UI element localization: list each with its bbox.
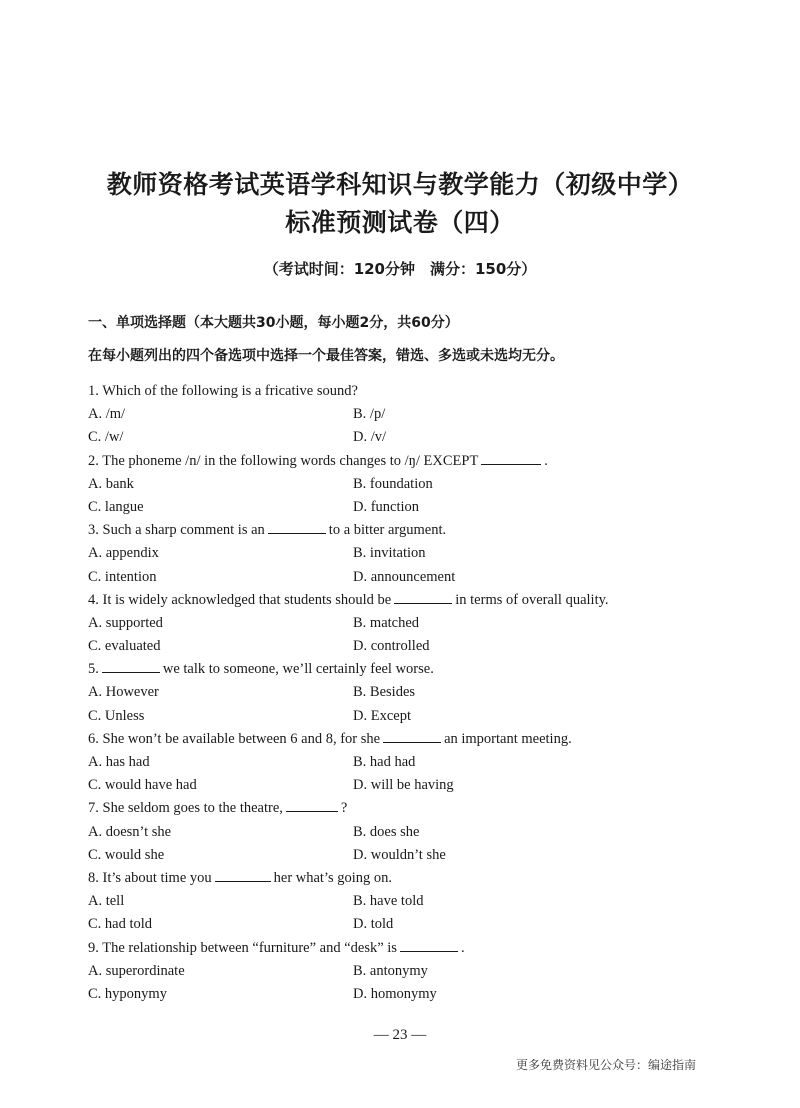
option-d: D. told — [353, 916, 394, 933]
option-c: C. would have had — [88, 777, 197, 794]
stem-text: 7. She seldom goes to the theatre, — [88, 800, 283, 817]
option-b: B. have told — [353, 893, 424, 910]
stem-text-after: . — [460, 939, 465, 956]
question-list — [88, 380, 728, 1006]
option-a: A. bank — [88, 475, 134, 492]
exam-title-line1: 教师资格考试英语学科知识与教学能力（初级中学） — [106, 170, 694, 199]
question-stem — [88, 937, 728, 960]
stem-text-after: an important meeting. — [444, 730, 572, 747]
option-c: C. /w/ — [88, 429, 124, 446]
answer-blank — [215, 867, 271, 882]
answer-blank — [400, 937, 458, 952]
answer-blank — [394, 589, 452, 604]
stem-text-after: ? — [340, 800, 348, 817]
option-c: C. would she — [88, 846, 165, 863]
stem-text-after: her what’s going on. — [273, 869, 393, 886]
option-b: B. invitation — [353, 545, 426, 562]
option-d: D. wouldn’t she — [353, 846, 446, 863]
option-b: B. does she — [353, 823, 420, 840]
section-heading: 一、单项选择题（本大题共30小题，每小题2分，共60分） — [88, 315, 459, 331]
option-b: B. antonymy — [353, 962, 428, 979]
option-c: C. langue — [88, 498, 144, 515]
footer-note: 更多免费资料见公众号：编途指南 — [515, 1058, 696, 1072]
section-instructions: 在每小题列出的四个备选项中选择一个最佳答案，错选、多选或未选均无分。 — [88, 348, 564, 364]
question-item — [88, 937, 728, 1007]
option-a: A. doesn’t she — [88, 823, 172, 840]
option-d: D. function — [353, 498, 420, 515]
option-d: D. will be having — [353, 777, 454, 794]
stem-text: 5. — [88, 661, 99, 678]
option-a: A. appendix — [88, 545, 159, 562]
question-stem — [88, 589, 728, 612]
stem-text: 9. The relationship between “furniture” and “desk” is — [88, 939, 397, 956]
stem-text-after: . — [544, 452, 548, 469]
option-b: B. matched — [353, 614, 420, 631]
question-stem — [88, 867, 728, 890]
question-item — [88, 589, 728, 659]
exam-title-line2: 标准预测试卷（四） — [285, 208, 515, 237]
option-b: B. foundation — [353, 475, 433, 492]
option-a: A. superordinate — [88, 962, 185, 979]
answer-blank — [481, 450, 541, 465]
question-item — [88, 728, 728, 798]
stem-text-after: to a bitter argument. — [328, 522, 447, 539]
option-d: D. announcement — [353, 568, 456, 585]
option-b: B. had had — [353, 754, 416, 770]
stem-text: 1. Which of the following is a fricative sound? — [88, 383, 358, 399]
option-c: C. intention — [88, 568, 157, 585]
question-item — [88, 380, 728, 450]
option-a: A. tell — [88, 893, 125, 910]
stem-text-after: we talk to someone, we’ll certainly feel worse. — [162, 661, 434, 678]
option-d: D. Except — [353, 707, 411, 724]
exam-info: （考试时间：120分钟 满分：150分） — [263, 260, 537, 278]
question-item — [88, 867, 728, 937]
question-stem — [88, 380, 728, 403]
option-c: C. had told — [88, 916, 153, 933]
stem-text: 4. It is widely acknowledged that students should be — [88, 591, 392, 608]
option-d: D. controlled — [353, 638, 430, 655]
option-d: D. homonymy — [353, 985, 437, 1002]
question-stem — [88, 728, 728, 751]
question-stem — [88, 797, 728, 820]
option-a: A. However — [88, 684, 159, 701]
stem-text-after: in terms of overall quality. — [455, 591, 609, 608]
option-a: A. has had — [88, 754, 150, 770]
question-stem — [88, 450, 728, 473]
option-b: B. Besides — [353, 684, 416, 701]
answer-blank — [102, 658, 160, 673]
option-d: D. /v/ — [353, 429, 387, 446]
answer-blank — [286, 797, 338, 812]
question-stem — [88, 519, 728, 542]
page-number: — 23 — — [373, 1027, 427, 1043]
question-item — [88, 658, 728, 728]
option-c: C. evaluated — [88, 638, 161, 655]
option-a: A. supported — [88, 614, 163, 631]
question-item — [88, 519, 728, 589]
stem-text: 2. The phoneme /n/ in the following words changes to /ŋ/ EXCEPT — [88, 452, 479, 469]
question-item — [88, 797, 728, 867]
option-a: A. /m/ — [88, 406, 126, 423]
answer-blank — [383, 728, 441, 743]
option-c: C. hyponymy — [88, 985, 167, 1002]
answer-blank — [268, 519, 326, 534]
stem-text: 8. It’s about time you — [88, 869, 212, 886]
option-c: C. Unless — [88, 707, 145, 724]
option-b: B. /p/ — [353, 406, 386, 423]
stem-text: 3. Such a sharp comment is an — [88, 522, 265, 539]
question-stem — [88, 658, 728, 681]
question-item — [88, 450, 728, 520]
stem-text: 6. She won’t be available between 6 and 8, for she — [88, 730, 381, 747]
